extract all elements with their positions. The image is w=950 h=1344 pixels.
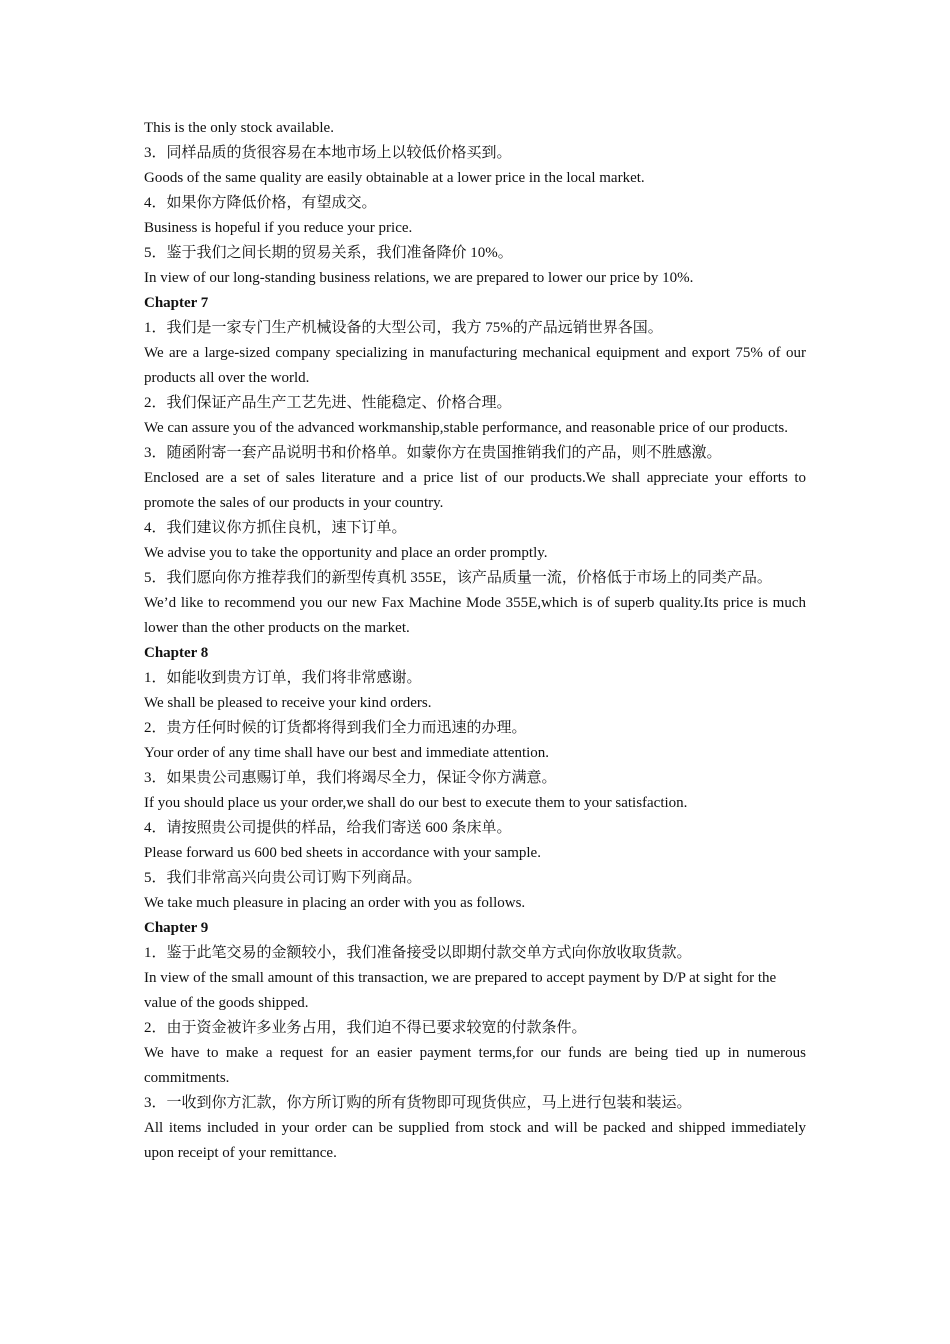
text-line: We have to make a request for an easier payment terms,for our funds are being tied up in numerous commitments.	[144, 1045, 806, 1086]
text-line: 5．我们非常高兴向贵公司订购下列商品。	[144, 870, 422, 886]
chapter-heading: Chapter 8	[144, 645, 209, 661]
text-line: In view of the small amount of this transaction, we are prepared to accept payment by D/P at sight for the value of the goods shipped.	[144, 970, 777, 1011]
text-line: 2．我们保证产品生产工艺先进、性能稳定、价格合理。	[144, 395, 512, 411]
text-line: We’d like to recommend you our new Fax Machine Mode 355E,which is of superb quality.Its price is much lower than the other products on the market.	[144, 595, 806, 636]
text-line: 2．由于资金被许多业务占用，我们迫不得已要求较宽的付款条件。	[144, 1020, 587, 1036]
text-line: In view of our long-standing business relations, we are prepared to lower our price by 10%.	[144, 270, 694, 286]
text-line: We can assure you of the advanced workmanship,stable performance, and reasonable price of our products.	[144, 420, 788, 436]
text-line: 4．我们建议你方抓住良机，速下订单。	[144, 520, 407, 536]
text-line: Goods of the same quality are easily obtainable at a lower price in the local market.	[144, 170, 645, 186]
text-line: 3．同样品质的货很容易在本地市场上以较低价格买到。	[144, 145, 512, 161]
text-line: All items included in your order can be supplied from stock and will be packed and shipped immediately upon receipt of your remittance.	[144, 1120, 806, 1161]
text-line: Enclosed are a set of sales literature and a price list of our products.We shall appreciate your efforts to promote the sales of our products in your country.	[144, 470, 806, 511]
text-line: We take much pleasure in placing an order with you as follows.	[144, 895, 526, 911]
chapter-heading: Chapter 7	[144, 295, 209, 311]
text-line: If you should place us your order,we shall do our best to execute them to your satisfaction.	[144, 795, 688, 811]
text-line: Please forward us 600 bed sheets in accordance with your sample.	[144, 845, 541, 861]
text-line: 5．鉴于我们之间长期的贸易关系，我们准备降价 10%。	[144, 245, 513, 261]
text-line: We shall be pleased to receive your kind orders.	[144, 695, 432, 711]
text-line: 4．如果你方降低价格，有望成交。	[144, 195, 377, 211]
document-page	[144, 116, 806, 1166]
text-line: 1．鉴于此笔交易的金额较小，我们准备接受以即期付款交单方式向你放收取货款。	[144, 945, 692, 961]
text-line: 2．贵方任何时候的订货都将得到我们全力而迅速的办理。	[144, 720, 527, 736]
chapter-heading: Chapter 9	[144, 920, 209, 936]
text-line: 5．我们愿向你方推荐我们的新型传真机 355E，该产品质量一流，价格低于市场上的同类产品。	[144, 570, 772, 586]
text-line: 4．请按照贵公司提供的样品，给我们寄送 600 条床单。	[144, 820, 512, 836]
text-line: We advise you to take the opportunity and place an order promptly.	[144, 545, 548, 561]
text-line: We are a large-sized company specializing in manufacturing mechanical equipment and export 75% of our products all over the world.	[144, 345, 806, 386]
text-line: 3．随函附寄一套产品说明书和价格单。如蒙你方在贵国推销我们的产品，则不胜感激。	[144, 445, 722, 461]
text-line: 3．如果贵公司惠赐订单，我们将竭尽全力，保证令你方满意。	[144, 770, 557, 786]
text-line: 1．如能收到贵方订单，我们将非常感谢。	[144, 670, 422, 686]
text-line: Business is hopeful if you reduce your price.	[144, 220, 413, 236]
text-line: This is the only stock available.	[144, 120, 334, 136]
text-line: Your order of any time shall have our best and immediate attention.	[144, 745, 550, 761]
text-line: 1．我们是一家专门生产机械设备的大型公司，我方 75%的产品远销世界各国。	[144, 320, 663, 336]
text-line: 3．一收到你方汇款，你方所订购的所有货物即可现货供应，马上进行包装和装运。	[144, 1095, 692, 1111]
